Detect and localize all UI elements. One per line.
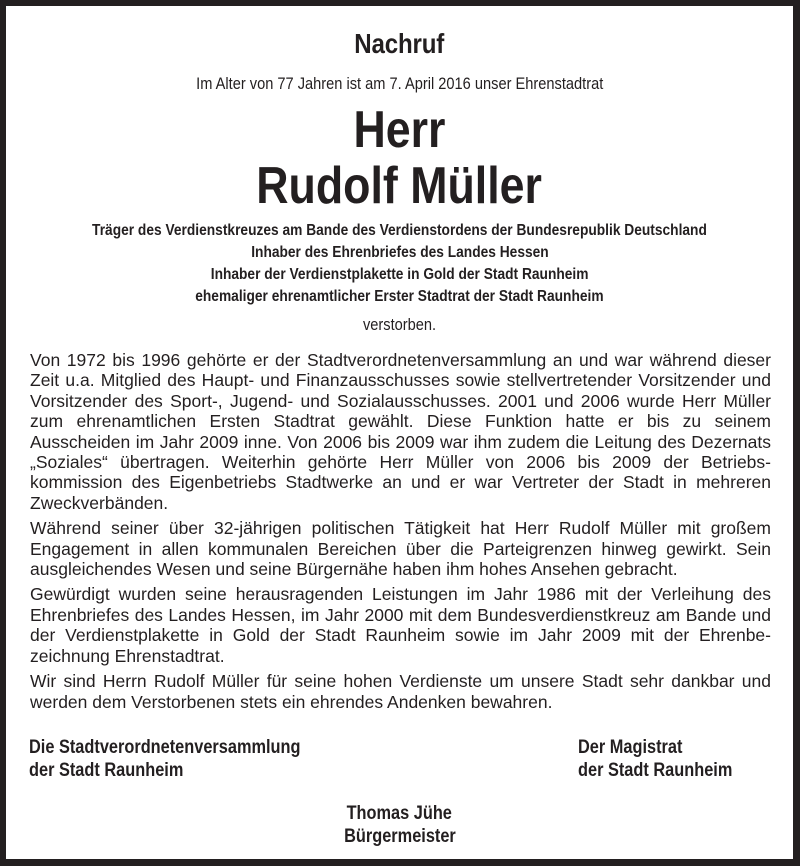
notice-title: Nachruf [354, 28, 445, 59]
body-paragraph: Wir sind Herrn Rudolf Müller für seine hohen Verdienste um unsere Stadt sehr dankbar und werden dem Verstorbenen stets ein ehrendes Andenken bewahren. [30, 671, 771, 712]
mayor-role: Bürgermeister [343, 826, 456, 847]
honors-list [6, 220, 793, 308]
intro-line: Im Alter von 77 Jahren ist am 7. April 2016 unser Ehrenstadtrat [195, 74, 604, 93]
body-paragraph: Während seiner über 32-jährigen politischen Tätigkeit hat Herr Rudolf Müller mit großem Engagement in allen kommunalen Bereichen über die Parteigrenzen hinweg gewirkt. Sein ausgleichendes Wesen und seine Bürgernähe haben ihm hohes Ansehen gebracht. [30, 518, 771, 580]
obituary-notice [6, 6, 793, 859]
signature-magistrate: Der Magistrat der Stadt Raunheim [578, 737, 733, 781]
mayor-name: Thomas Jühe [346, 803, 453, 824]
deceased-name: Rudolf Müller [256, 157, 543, 215]
honor-item: Träger des Verdienstkreuzes am Bande des Verdienstordens der Bundesrepublik Deutschland [92, 222, 707, 239]
salutation: Herr [353, 101, 446, 159]
honor-item: ehemaliger ehrenamtlicher Erster Stadtrat der Stadt Raunheim [195, 288, 604, 305]
obituary-body [30, 350, 771, 717]
body-paragraph: Gewürdigt wurden seine herausragenden Leistungen im Jahr 1986 mit der Verleihung des Ehrenbriefes des Landes Hessen, im Jahr 2000 mit dem Bundesverdienstkreuz am Bande und der Verdienstplakette in Gold der Stadt Raunheim sowie im Jahr 2009 mit der Ehrenbezeichnung Ehrenstadtrat. [30, 584, 771, 666]
died-line: verstorben. [362, 315, 437, 334]
honor-item: Inhaber der Verdienstplakette in Gold der Stadt Raunheim [210, 266, 589, 283]
signature-mayor [6, 802, 793, 848]
signature-council: Die Stadtverordnetenversammlung der Stadt Raunheim [29, 737, 301, 781]
honor-item: Inhaber des Ehrenbriefes des Landes Hessen [250, 244, 549, 261]
body-paragraph: Von 1972 bis 1996 gehörte er der Stadtverordnetenversammlung an und war während dieser Zeit u.a. Mitglied des Haupt- und Finanzausschusses sowie stellvertretender Vorsitzender und Vorsitzender des Sport-, Jugend- und Sozialausschusses. 2001 und 2006 wurde Herr Müller zum ehrenamtlichen Ersten Stadtrat gewählt. Diese Funktion hatte er bis zu seinem Ausscheiden im Jahr 2009 inne. Von 2006 bis 2009 war ihm zudem die Leitung des Dezernats „Soziales“ übertragen. Weiterhin gehörte Herr Müller von 2006 bis 2009 der Betriebskommission des Eigenbetriebs Stadtwerke an und er war Vertreter der Stadt in mehreren Zweckverbänden. [30, 350, 771, 513]
